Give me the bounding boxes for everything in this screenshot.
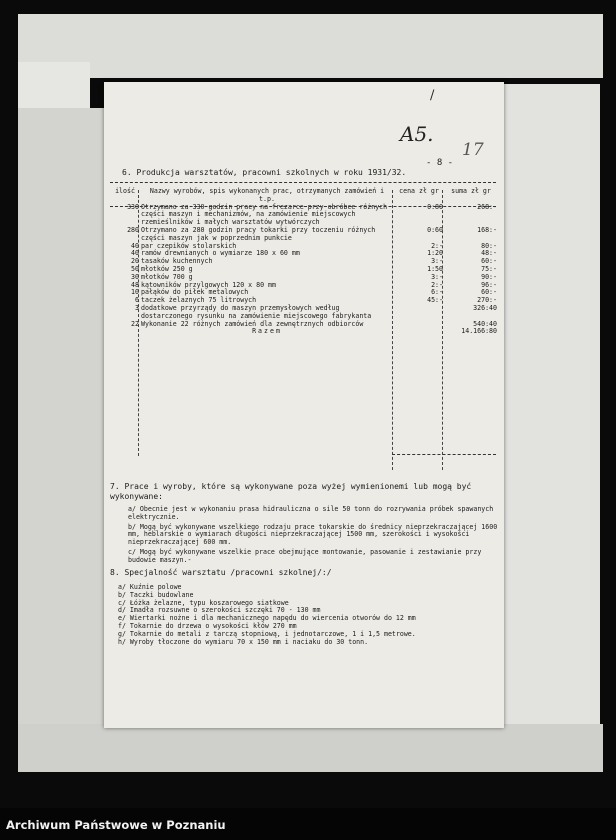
table-row [110,204,498,227]
production-table [110,188,498,336]
list-item: a/ Kuźnie polowe [118,583,182,591]
table-row [110,305,498,321]
background-sheet-top [18,14,603,78]
row-sum: 80:- [481,241,497,250]
total-label: Razem [252,327,282,336]
table-body [110,204,498,337]
table-header-row [110,188,498,204]
row-sum: 270:- [477,296,497,305]
row-sum: 268:- [477,202,497,211]
list-item: h/ Wyroby tłoczone do wymiaru 70 x 150 mm i naciaku do 30 tonn. [118,637,369,646]
section-8-list [118,584,494,646]
row-qty: 50 [131,264,139,273]
row-name: pałąków do piłek metalowych [141,288,249,297]
total-empty-cell [394,328,444,336]
row-name: dodatkowe przyrządy do maszyn przemysłowych według dostarczonego rysunku na zamówienie miejscowego fabrykanta [141,303,372,320]
header-qty: ilość [115,187,135,195]
header-sum: suma zł gr [451,187,491,195]
row-sum: 48:- [481,249,497,258]
table-divider [392,190,393,470]
page-number: - 8 - [426,158,454,168]
archive-footer [0,812,616,840]
row-price: 0:80 [427,202,443,211]
row-sum: 60:- [481,257,497,266]
row-sum: 326:40 [473,303,497,312]
table-row [110,227,498,243]
row-sum: 75:- [481,264,497,273]
row-name: młotków 700 g [141,272,193,281]
row-price [394,321,444,329]
row-qty: 48 [131,280,139,289]
archive-name: Archiwum Państwowe w Poznaniu [6,818,226,832]
row-qty: 3 [135,303,139,312]
handwritten-top-mark: / [430,88,435,103]
row-qty: 280 [127,225,139,234]
row-name: Otrzymano za 330 godzin pracy na frezarce przy obróbce różnych części maszyn i mechanizmów, na zamówienie miejscowych rzemieślników i małych warsztatów wytwórczych [141,202,388,227]
table-divider [442,190,443,470]
row-price: 2:- [431,241,443,250]
list-item: e/ Wiertarki nożne i dla mechanicznego napędu do wiercenia otworów do 12 mm [118,614,416,623]
list-item: a/ Obecnie jest w wykonaniu prasa hidrauliczna o sile 50 tonn do rozrywania próbek spawanych elektrycznie. [128,505,494,521]
document-page [104,82,504,728]
table-total-row [110,328,498,336]
row-qty: 40 [131,249,139,258]
row-name: Wykonanie 22 różnych zamówień dla zewnętrznych odbiorców [141,319,364,328]
row-price: 6:- [431,288,443,297]
table-row [110,321,498,329]
row-qty: 22 [131,319,139,328]
list-item: g/ Tokarnie do metali z tarczą stopniową, i jednotarczowe, 1 i 1,5 metrowe. [118,629,416,638]
row-price: 3:- [431,272,443,281]
row-price: 0:60 [427,225,443,234]
row-name: Otrzymano za 280 godzin pracy tokarki przy toczeniu różnych części maszyn jak w poprzednim punkcie [141,225,376,242]
table-header-rule [110,206,496,207]
row-price: 3:- [431,257,443,266]
row-price: 1:50 [427,264,443,273]
section-6-heading: 6. Produkcja warsztatów, pracowni szkolnych w roku 1931/32. [122,168,407,177]
row-qty: 20 [131,257,139,266]
table-divider [138,190,139,456]
row-name: młotków 250 g [141,264,193,273]
row-sum: 540:40 [473,319,497,328]
header-name: Nazwy wyrobów, spis wykonanych prac, otrzymanych zamówień i t.p. [149,187,385,203]
row-sum: 168:- [477,225,497,234]
table-top-rule [110,182,496,183]
table-total-rule [392,454,496,455]
section-7-heading: 7. Prace i wyroby, które są wykonywane poza wyżej wymienionemi lub mogą być wykonywane: [110,482,472,501]
header-price: cena zł gr [399,187,439,195]
row-name: par czepików stolarskich [141,241,237,250]
row-price: 1:20 [427,249,443,258]
row-price: 45:- [427,296,443,305]
handwritten-secondary-number: 17 [462,140,484,160]
list-item: f/ Tokarnie do drzewa o wysokości kłów 270 mm [118,621,297,630]
row-name: tasaków kuchennych [141,257,213,266]
row-name: kątowników przylgowych 120 x 80 mm [141,280,276,289]
list-item: c/ Łóżka żelazne, typu koszarowego siatkowe [118,598,289,607]
background-sheet-bottom [18,724,603,772]
row-name: taczek żelaznych 75 litrowych [141,296,257,305]
total-empty-cell [110,328,140,336]
row-qty: 330 [127,202,139,211]
list-item: b/ Mogą być wykonywane wszelkiego rodzaju prace tokarskie do średnicy nieprzekraczającej 1600 mm, heblarskie o wymiarach długości nieprzekraczającej 1500 mm, szerokości i wysokości nieprzekraczającej 600 mm. [128,522,498,547]
background-sheet-right [500,84,600,734]
row-name: ramów drewnianych o wymiarze 180 x 60 mm [141,249,300,258]
section-7-list [128,506,498,567]
list-item: c/ Mogą być wykonywane wszelkie prace obejmujące montowanie, pasowanie i zestawianie przy budowie maszyn.- [128,547,482,564]
section-8-heading: 8. Specjalność warsztatu /pracowni szkolnej/:/ [110,568,332,577]
row-qty: 10 [131,288,139,297]
total-sum: 14.166:80 [461,327,497,336]
list-item: b/ Taczki budowlane [118,590,194,599]
background-sheet-left [18,108,108,726]
row-qty: 40 [131,241,139,250]
row-price: 2:- [431,280,443,289]
row-qty: 30 [131,272,139,281]
background-sheet-tab [18,62,90,108]
list-item: d/ Imadła rozsuwne o szerokości szczęki 70 - 130 mm [118,606,321,615]
row-sum: 96:- [481,280,497,289]
row-qty: 6 [135,296,139,305]
row-sum: 60:- [481,288,497,297]
row-price [394,305,444,321]
handwritten-folio: A5. [400,122,434,146]
row-sum: 90:- [481,272,497,281]
